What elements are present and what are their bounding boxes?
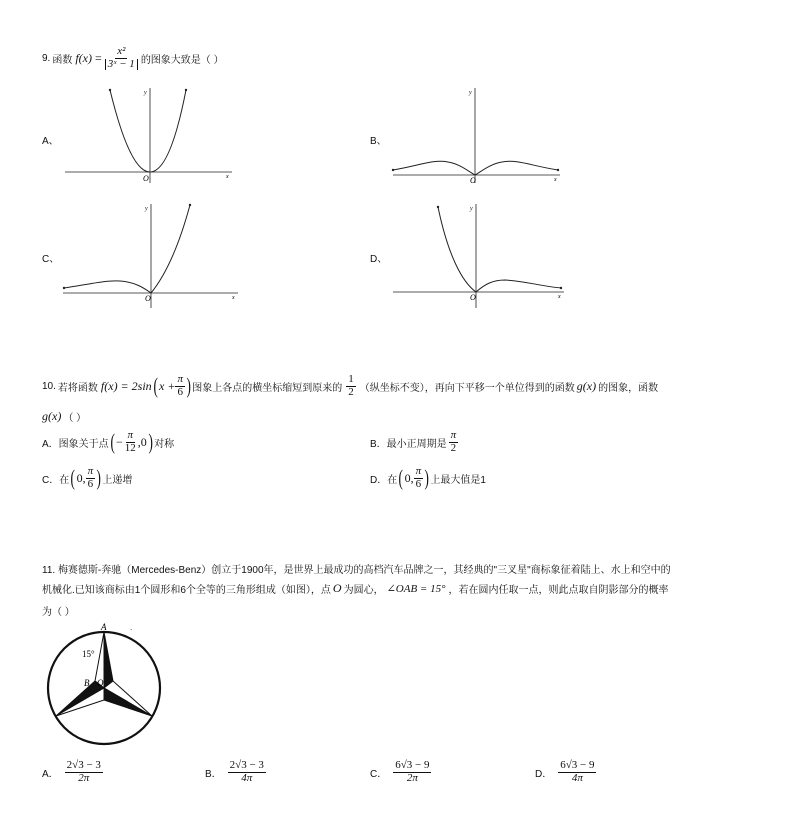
endpoint [437,206,439,208]
q9-fx: f(x) [75,50,92,65]
q10-stem-line1 [42,374,658,398]
q10-half: $\frac{1}{2}$ [348,373,354,398]
tick-mark: · [130,626,133,634]
q10-line2-gx: g(x) [42,409,62,423]
label-o: O [97,678,104,688]
q10-option-d-label: D． [370,474,388,486]
q9-option-b-label: B、 [370,136,387,147]
q10-pi-over-6: $\frac{\pi}{6}$ [177,373,183,398]
q9-numerator: x² [117,45,126,57]
origin-label: O [145,294,151,303]
label-a: A [101,622,107,632]
q11-mercedes-figure [40,620,170,750]
endpoint [560,287,562,289]
q10-option-c-label: C． [42,474,60,486]
y-label: y [145,206,148,212]
q11-option-c-label: C． [370,768,388,780]
q10-text3: （纵坐标不变），再向下平移一个单位得到的函数 [359,382,575,394]
q11-stem-line3: 为（ ） [42,607,75,618]
q9-graph-c [60,200,245,310]
q9-option-d-label: D、 [370,254,388,265]
x-label: x [232,295,235,301]
q11-option-c: C． $\frac{6√3 - 9}{2\pi}$ [370,759,430,784]
q10-line2-tail: （ ） [63,413,87,424]
q11-option-a-label: A． [42,768,59,780]
q10-option-a: A． 图象关于点 ( − $\frac{\pi}{12}$ ,0 ) 对称 [42,429,175,455]
label-b: B [84,678,90,688]
y-label: y [470,206,473,212]
q9-denominator: 3ˣ − 1 [105,59,138,71]
origin-label: O [470,176,476,185]
q10-paren-open: ( [153,373,158,399]
q10-text1: 若将函数 [57,382,98,394]
q11-option-a: A． $\frac{2√3 - 3}{2\pi}$ [42,759,101,784]
q10-fx: f(x) = 2sin [100,378,152,393]
q10-paren-close: ) [186,373,191,399]
q11-option-d-label: D． [535,768,553,780]
q11-stem-line2: 机械化.已知该商标由1个圆形和6个全等的三角形组成（如图），点 O 为圆心， ∠OAB = 15° ，若在圆内任取一点，则此点取自阴影部分的概率 [42,581,669,596]
y-label: y [144,90,147,96]
q9-prefix: 函数 [52,54,73,66]
curve [393,161,558,175]
q9-graph-d [390,200,570,310]
q9-eq: = [95,50,102,65]
triangle-shaded [104,688,152,716]
q10-option-a-label: A． [42,438,59,450]
q9-graph-b [388,85,568,185]
curve [64,205,190,293]
x-label: x [226,174,229,180]
q9-number: 9. [42,52,51,64]
q11-option-d: D． $\frac{6√3 - 9}{4\pi}$ [535,759,595,784]
q10-option-b-label: B． [370,438,387,450]
endpoint [63,287,65,289]
endpoint [557,169,559,171]
y-label: y [469,90,472,96]
endpoint [109,89,111,91]
endpoint [185,89,187,91]
q10-text4: 的图象，函数 [598,382,659,394]
origin-label: O [143,174,149,183]
endpoint [392,169,394,171]
q10-stem-line2 [42,409,86,424]
q11-option-b: B． $\frac{2√3 - 3}{4\pi}$ [205,759,264,784]
q10-option-c: C． 在 ( 0, $\frac{\pi}{6}$ ) 上递增 [42,465,133,491]
q9-option-a-label: A、 [42,136,59,147]
q11-option-b-label: B． [205,768,222,780]
curve [110,90,186,172]
x-label: x [554,177,557,183]
q9-suffix: 的图象大致是（ ） [140,54,224,66]
triangle-light [56,688,104,716]
q10-number: 10. [42,380,56,392]
q10-text2: 图象上各点的横坐标缩短到原来的 [192,382,343,394]
q10-gx: g(x) [576,378,597,393]
q9-option-c-label: C、 [42,254,60,265]
q11-stem-line1: 11. 梅赛德斯-奔驰（Mercedes-Benz）创立于1900年，是世界上最成功的高档汽车品牌之一，其经典的"三叉星"商标象征着陆上、水上和空中的 [42,565,671,576]
endpoint [189,204,191,206]
q9-graph-a [60,85,240,185]
q9-fraction [105,46,138,70]
label-angle: 15° [82,649,95,659]
q10-option-d: D． 在 ( 0, $\frac{\pi}{6}$ ) 上最大值是1 [370,465,486,491]
q10-option-b: B． 最小正周期是 $\frac{\pi}{2}$ [370,429,457,454]
q10-inner: x + [159,378,176,393]
triangle-shaded [104,632,113,688]
x-label: x [558,294,561,300]
q9-stem [42,46,224,70]
curve [438,207,561,292]
origin-label: O [470,293,476,302]
